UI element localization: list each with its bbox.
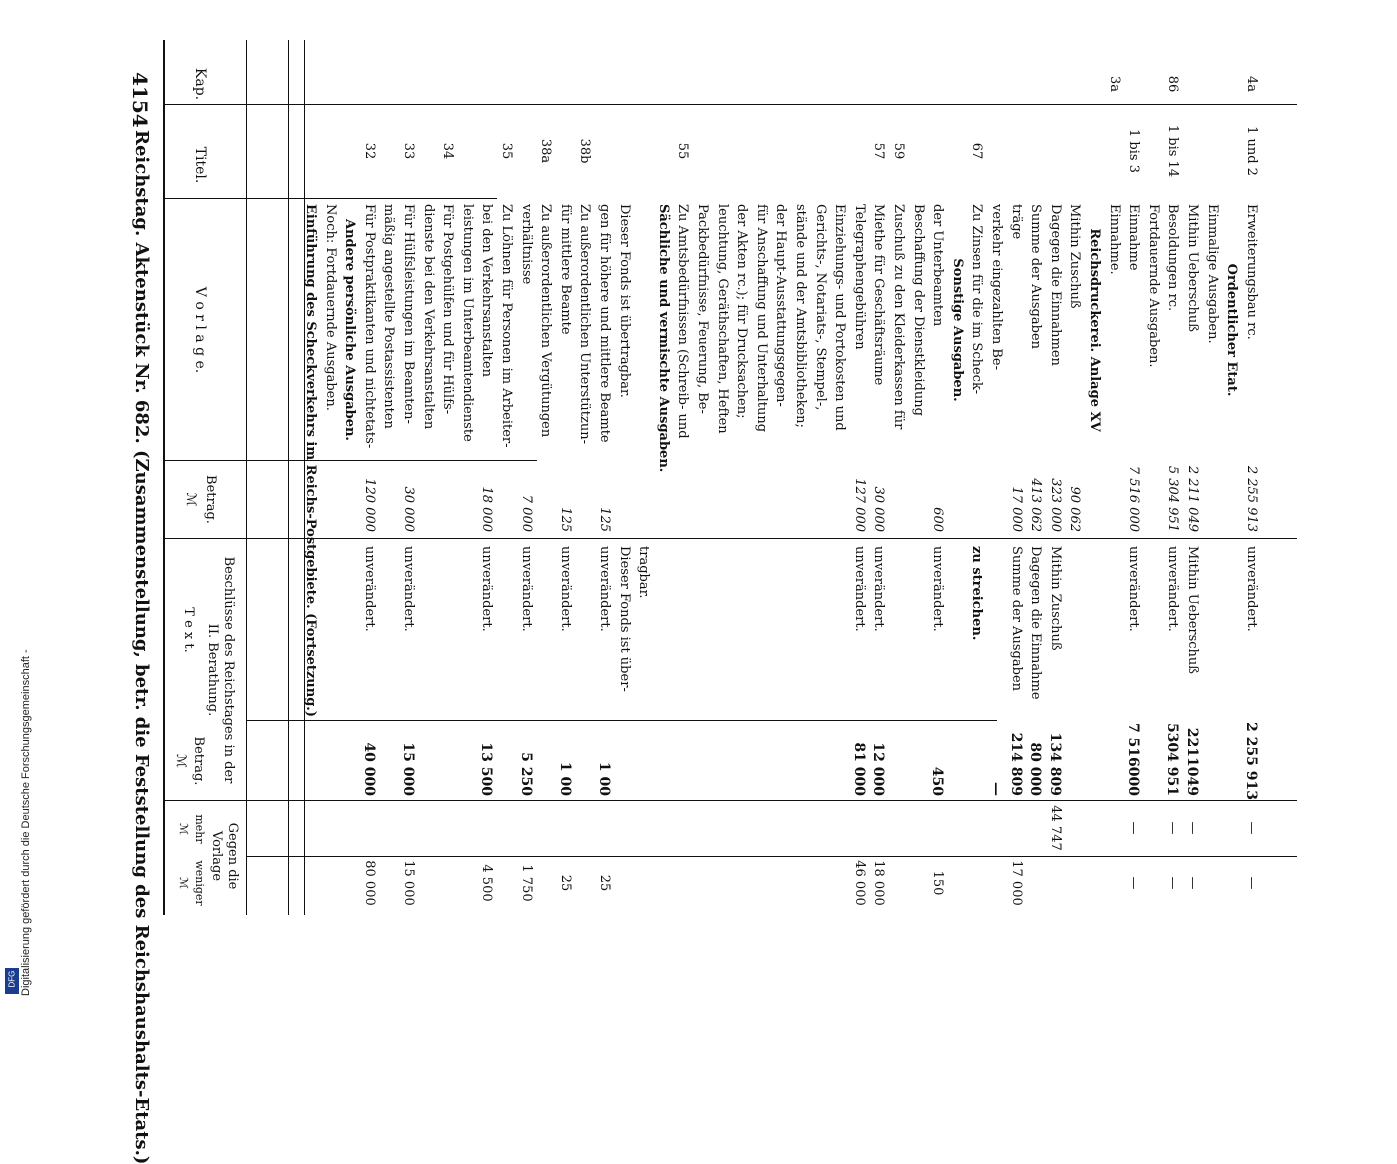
row-titel: 55 (675, 142, 691, 160)
row-weniger: — (1243, 876, 1259, 890)
row-bv: 15 000 (400, 742, 416, 796)
row-text: Zuschuß zu den Kleiderkassen für (891, 204, 906, 430)
row-btext: unverändert. (930, 546, 946, 632)
row-btext: tragbar. (636, 546, 652, 599)
col-lesung: II. Berathung. (205, 623, 220, 717)
row-bet: 7 000 (518, 494, 534, 532)
row-text: Mithin Zuschuß (1067, 204, 1083, 309)
row-text: Einnahme (1126, 204, 1142, 271)
row-btext: Summe der Ausgaben (1008, 546, 1024, 692)
row-text: verkehr eingezahlten Be- (989, 204, 1004, 370)
row-text: Für Postgehülfen und für Hülfs- (440, 204, 456, 415)
row-weniger: 4 500 (479, 864, 495, 902)
col-text: T e x t. (181, 607, 196, 653)
col-betrag: Betrag. (203, 475, 218, 524)
row-text: Zu außerordentlichen Vergütungen (538, 204, 554, 438)
row-text: der Unterbeamten (930, 204, 946, 327)
row-text: Andere persönliche Ausgaben. (342, 219, 358, 441)
row-kap: 4a (1243, 75, 1259, 93)
row-btext: Mithin Zuschuß (1047, 546, 1063, 651)
col-weniger-unit: ℳ (177, 877, 190, 889)
row-btext: unverändert. (851, 546, 867, 632)
row-bet: 7 516 000 (1126, 465, 1142, 532)
dfg-logo: DFG (5, 968, 19, 994)
row-bet: 125 (557, 507, 573, 532)
row-text: Summe der Ausgaben (1028, 204, 1044, 350)
row-weniger: 15 000 (401, 860, 416, 906)
row-btext: Dieser Fonds ist über- (616, 546, 632, 692)
row-titel: 34 (440, 142, 456, 160)
row-bet: 17 000 (1008, 486, 1024, 532)
row-text: für Anschaffung und Unterhaltung (753, 204, 769, 433)
footer-text: Digitalisierung gefördert durch die Deutsche Forschungsgemeinschaft - (20, 649, 32, 996)
row-weniger: 18 000 (871, 860, 887, 906)
row-text: für mittlere Beamte (557, 204, 573, 335)
col-weniger: weniger (193, 860, 206, 906)
row-text: Einnahme. (1106, 204, 1122, 275)
row-weniger: 25 (557, 874, 573, 892)
row-bv: 2 255 913 (1242, 722, 1259, 800)
row-mehr: 44 747 (1047, 805, 1063, 851)
row-text: Zu außerordentlichen Unterstützun- (577, 204, 593, 445)
row-bet: 5 304 951 (1165, 465, 1181, 532)
row-bv: 2211049 (1184, 727, 1200, 796)
row-text: Reichsdruckerei. Anlage XV (1087, 228, 1102, 432)
col-titel: Titel. (192, 146, 208, 184)
col-betrag-2-unit: ℳ (173, 754, 188, 768)
row-text: Packbedürfnisse, Feuerung, Be- (695, 204, 710, 414)
row-btext: unverändert. (479, 546, 495, 632)
row-bv: 5 250 (517, 752, 534, 796)
row-weniger: 17 000 (1008, 860, 1024, 906)
row-kap: 3a (1106, 75, 1122, 93)
row-btext: unverändert. (1126, 546, 1142, 632)
col-mehr-unit: ℳ (177, 823, 190, 835)
row-text: Fortdauernde Ausgaben. (1145, 204, 1161, 368)
col-betrag-unit: ℳ (183, 492, 198, 507)
row-bet: 30 000 (401, 486, 416, 532)
row-text: Telegraphengebühren (851, 204, 867, 350)
row-btext: unverändert. (1243, 546, 1259, 632)
row-text: Ordentlicher Etat. (1224, 263, 1240, 397)
row-text: Besoldungen rc. (1165, 204, 1181, 312)
row-bv: 5304 951 (1164, 722, 1181, 796)
row-text: Einmalige Ausgaben. (1204, 204, 1220, 344)
col-betrag-2: Betrag. (191, 736, 206, 786)
row-btext: unverändert. (1165, 546, 1181, 632)
row-bv: 1 00 (556, 761, 573, 796)
row-mehr: — (1165, 821, 1181, 835)
footer (0, 0, 32, 1000)
row-weniger: — (1126, 876, 1142, 890)
row-text: Einziehungs- und Portokosten und (832, 204, 848, 431)
row-text: bei den Verkehrsanstalten (479, 204, 495, 377)
row-text: Für Postpraktikanten und nichtetats- (361, 204, 377, 449)
row-bv: 7 516000 (1125, 722, 1142, 796)
row-text: Dieser Fonds ist übertragbar. (616, 204, 632, 398)
row-titel: 38b (577, 138, 593, 164)
row-titel: 38a (538, 138, 554, 164)
row-text: Erweiterungsbau rc. (1243, 204, 1259, 340)
row-bv: 12 000 (870, 742, 887, 796)
row-text: stände und der Amtsbibliotheken; (793, 204, 808, 428)
row-text: Noch: Fortdauernde Ausgaben. (322, 204, 338, 411)
row-text: träge (1008, 204, 1024, 240)
row-mehr: — (1243, 821, 1259, 835)
row-text: Einführung des Scheckverkehrs im Reichs-Postgebiete. (Fortsetzung.) (303, 204, 318, 717)
row-text: Sonstige Ausgaben. (949, 258, 965, 402)
row-text: leistungen im Unterbeamtendienste (459, 204, 475, 442)
row-kap: 86 (1165, 75, 1181, 93)
row-bet: 600 (930, 507, 946, 532)
row-btext: unverändert. (518, 546, 534, 632)
row-weniger: — (1185, 876, 1200, 890)
row-btext: unverändert. (597, 546, 612, 632)
row-text: Miethe für Geschäftsräume (871, 204, 887, 386)
row-titel: 35 (499, 142, 514, 160)
row-bv: 13 500 (478, 742, 495, 796)
row-text: der Haupt-Ausstattungsgegen- (773, 204, 789, 407)
page-number: 4154 (128, 72, 152, 128)
row-bv: — (988, 782, 1004, 796)
row-bv: 450 (929, 766, 946, 796)
col-vorlage: V o r l a g e. (192, 286, 208, 374)
row-weniger: — (1165, 876, 1181, 890)
row-bet: 413 062 (1028, 478, 1044, 532)
row-text: Zu Löhnen für Personen im Arbeiter- (499, 204, 514, 448)
row-mehr: — (1185, 821, 1200, 835)
row-titel: 1 bis 3 (1126, 129, 1142, 173)
row-bet: 125 (597, 507, 612, 532)
row-btext: zu streichen. (969, 546, 985, 641)
row-text: verhältnisse (518, 204, 534, 285)
row-text: der Akten rc.); für Drucksachen; (734, 204, 750, 419)
row-bv: 80 000 (1027, 742, 1044, 796)
row-bv: 1 00 (596, 761, 612, 796)
row-titel: 32 (361, 142, 377, 160)
row-titel: 59 (891, 142, 906, 160)
row-btext: Dagegen die Einnahme (1028, 546, 1044, 700)
row-text: Zu Zinsen für die im Scheck- (969, 204, 985, 394)
row-bv: 134 809 (1046, 732, 1063, 796)
row-btext: unverändert. (401, 546, 416, 632)
row-mehr: — (1126, 821, 1142, 835)
row-text: Beschaffung der Dienstkleidung (910, 204, 926, 416)
row-bet: 18 000 (479, 486, 495, 532)
row-titel: 1 und 2 (1243, 126, 1259, 176)
row-bet: 90 062 (1067, 486, 1083, 532)
row-bet: 2 255 913 (1243, 465, 1259, 532)
row-titel: 67 (969, 142, 985, 160)
row-text: dienste bei den Verkehrsanstalten (420, 204, 436, 430)
col-beschluesse: Beschlüsse des Reichstages in der (221, 556, 236, 784)
row-weniger: 25 (597, 874, 612, 892)
row-btext: unverändert. (557, 546, 573, 632)
row-text: Dagegen die Einnahmen (1047, 204, 1063, 366)
row-bet: 323 000 (1047, 478, 1063, 532)
row-titel: 33 (401, 142, 416, 160)
row-btext: unverändert. (871, 546, 887, 632)
row-bv: 81 000 (850, 742, 867, 796)
page-title: Reichstag. Aktenstück Nr. 682. (Zusammenstellung, betr. die Feststellung des Reichshaushalts-Etats.) (131, 130, 152, 1164)
row-bet: 120 000 (361, 478, 377, 532)
row-btext: unverändert. (361, 546, 377, 632)
row-text: Sächliche und vermischte Ausgaben. (655, 204, 671, 473)
row-bv: 214 809 (1007, 732, 1024, 796)
row-bet: 30 000 (871, 486, 887, 532)
col-gegen: Gegen die (225, 822, 240, 890)
row-weniger: 1 750 (518, 864, 534, 902)
row-text: Zu Amtsbedürfnissen (Schreib- und (675, 204, 691, 439)
row-text: leuchtung, Geräthschaften, Heften (714, 204, 730, 434)
row-text: Für Hülfsleistungen im Beamten- (401, 204, 416, 424)
row-text: Gerichts-, Notariats-, Stempel-, (812, 204, 828, 411)
row-text: Mithin Ueberschuß (1185, 204, 1200, 332)
row-btext: Mithin Ueberschuß (1185, 546, 1200, 674)
row-text: mäßig angestellte Postassistenten (381, 204, 397, 429)
col-kap: Kap. (192, 67, 208, 101)
row-titel: 57 (871, 142, 887, 160)
row-bv: 40 000 (360, 742, 377, 796)
row-titel: 1 bis 14 (1165, 124, 1181, 178)
row-text: gen für höhere und mittlere Beamte (597, 204, 612, 443)
row-weniger: 46 000 (851, 860, 867, 906)
col-mehr: mehr (193, 814, 206, 844)
row-bet: 2 211 049 (1185, 465, 1200, 532)
row-weniger: 80 000 (361, 860, 377, 906)
col-gegen-2: Vorlage (209, 830, 224, 882)
row-weniger: 150 (930, 870, 946, 896)
row-bet: 127 000 (851, 478, 867, 532)
